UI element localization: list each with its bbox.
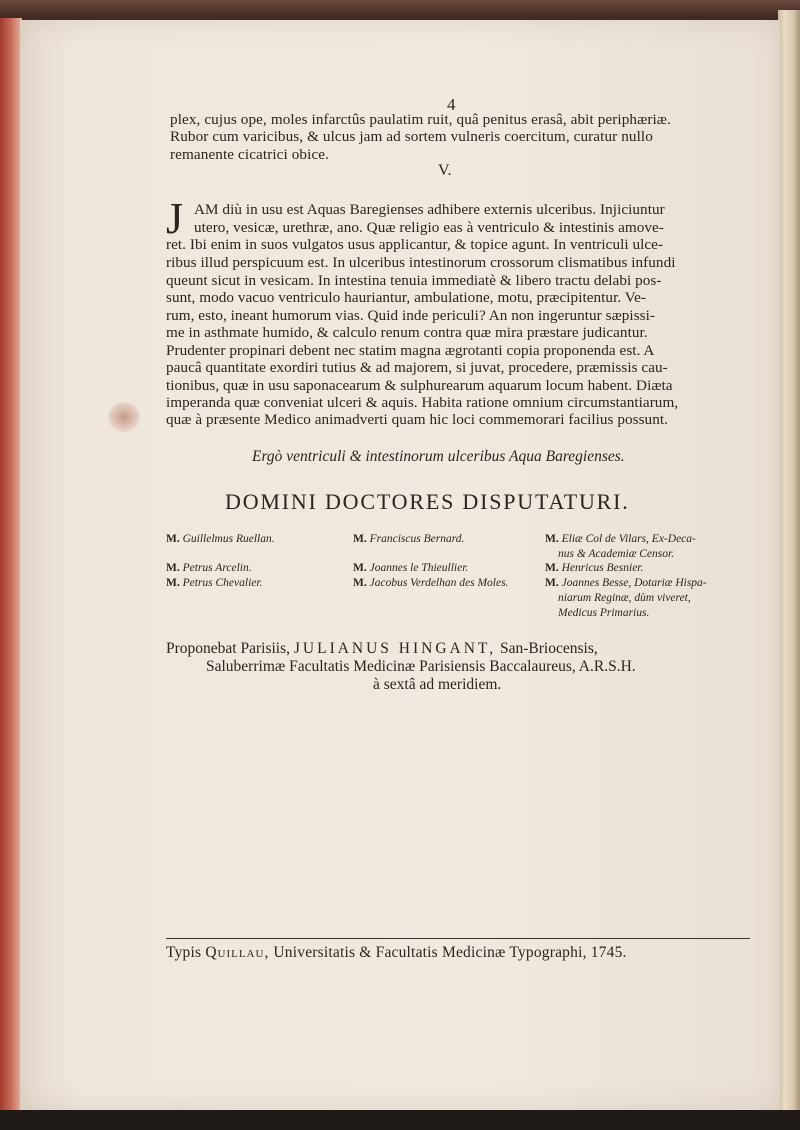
proponebat-line-2: Saluberrimæ Facultatis Medicinæ Parisiensis Baccalaureus, A.R.S.H.	[206, 658, 636, 675]
paragraph-line: rum, esto, ineant humorum vias. Quid inde periculi? An non ingeruntur sæpissi-	[166, 307, 655, 324]
doctor-name: M. Petrus Chevalier.	[166, 577, 263, 589]
conclusion-line: Ergò ventriculi & intestinorum ulceribus Aqua Baregienses.	[252, 448, 625, 465]
doctor-name: M. Petrus Arcelin.	[166, 562, 252, 574]
drop-cap: J	[166, 194, 184, 243]
doctor-name: M. Guillelmus Ruellan.	[166, 533, 275, 545]
doctor-name: M. Franciscus Bernard.	[353, 533, 465, 545]
paragraph-line: me in asthmate humido, & calculo renum contra quæ mira præstare judicantur.	[166, 324, 648, 341]
paragraph-line: sunt, modo vacuo ventriculo hauriantur, ambulatione, motu, præcipitentur. Ve-	[166, 289, 646, 306]
page-number: 4	[447, 95, 456, 114]
section-numeral: V.	[438, 162, 452, 179]
book-right-edge	[778, 10, 800, 1120]
paragraph-line: paucâ quantitate exordiri tutius & ad majorem, si juvat, procedere, præmissis cau-	[166, 359, 668, 376]
doctor-name: M. Joannes le Thieullier.	[353, 562, 469, 574]
imprint-rule	[166, 938, 750, 939]
continuation-line: Rubor cum varicibus, & ulcus jam ad sortem vulneris coercitum, curatur nullo	[170, 128, 653, 145]
paragraph-line: queunt sicut in vesicam. In intestina tenuia immediatè & libero tractu delabi pos-	[166, 272, 662, 289]
proponebat-line-3: à sextâ ad meridiem.	[373, 676, 502, 693]
imprint-line: Typis Quillau, Universitatis & Facultatis Medicinæ Typographi, 1745.	[166, 944, 627, 961]
paragraph-line: imperanda quæ conveniat ulceri & aquis. Habita ratione omnium circumstantiarum,	[166, 394, 679, 411]
book-top-edge	[0, 0, 800, 22]
doctor-name-continued: niarum Reginæ, dùm viveret,	[558, 592, 691, 604]
continuation-line: remanente cicatrici obice.	[170, 146, 330, 163]
doctor-name: M. Henricus Besnier.	[545, 562, 644, 574]
paragraph-line: utero, vesicæ, urethræ, ano. Quæ religio eas à ventriculo & intestinis amove-	[194, 219, 664, 236]
doctors-heading: DOMINI DOCTORES DISPUTATURI.	[225, 489, 630, 514]
paragraph-line: quæ à præsente Medico animadverti quam hic loci commemorari facilius possunt.	[166, 411, 668, 428]
proponebat-line-1: Proponebat Parisiis, JULIANUS HINGANT, San-Briocensis,	[166, 640, 598, 657]
doctor-name: M. Eliæ Col de Vilars, Ex-Deca-	[545, 533, 696, 545]
book-left-edge	[0, 18, 22, 1118]
doctor-name-continued: nus & Academiæ Censor.	[558, 548, 675, 560]
paper-stain	[108, 402, 140, 432]
doctor-name: M. Joannes Besse, Dotariæ Hispa-	[545, 577, 707, 589]
paragraph-line: ret. Ibi enim in suos vulgatos usus applicantur, & topice agunt. In ventriculi ulce-	[166, 236, 664, 253]
doctor-name: M. Jacobus Verdelhan des Moles.	[353, 577, 509, 589]
doctor-name-continued: Medicus Primarius.	[558, 607, 650, 619]
paragraph-line: ribus illud perspicuum est. In ulceribus intestinorum crossorum clismatibus infundi	[166, 254, 676, 271]
book-bottom-edge	[0, 1110, 800, 1130]
paragraph-line: Prudenter propinari debent nec statim magna ægrotanti copia proponenda est. A	[166, 342, 655, 359]
paragraph-line: AM diù in usu est Aquas Baregienses adhibere externis ulceribus. Injiciuntur	[194, 201, 665, 218]
continuation-line: plex, cujus ope, moles infarctûs paulatim ruit, quâ penitus erasâ, abit periphæriæ.	[170, 111, 671, 128]
paragraph-line: tionibus, quæ in usu saponacearum & sulphurearum aquarum locum habent. Diæta	[166, 377, 673, 394]
